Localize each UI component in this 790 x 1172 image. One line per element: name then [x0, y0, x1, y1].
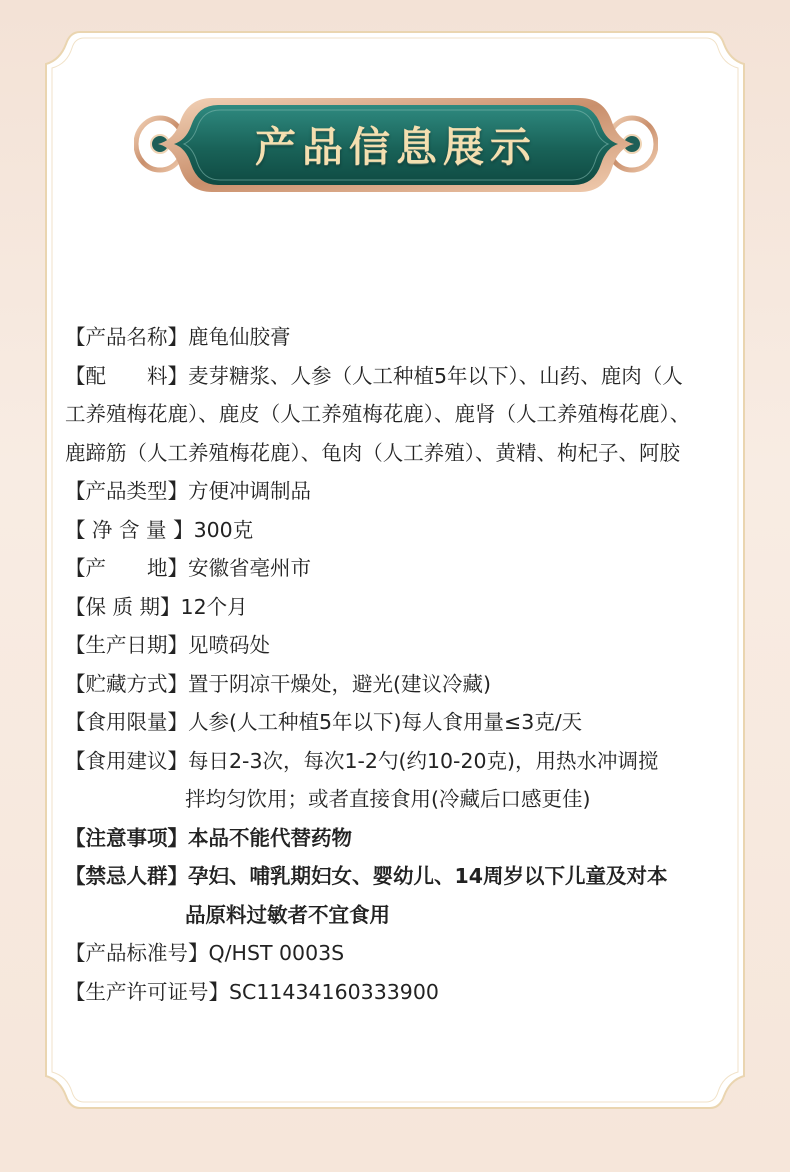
info-row-ingredients-cont — [65, 434, 725, 473]
row-value: 300克 — [193, 517, 254, 542]
info-row-standard — [65, 934, 725, 973]
row-label: 【食用限量】 — [65, 710, 188, 734]
row-value: SC11434160333900 — [229, 979, 439, 1004]
row-value: 麦芽糖浆、人参（人工种植5年以下）、山药、鹿肉（人 — [188, 363, 683, 388]
row-label: 【生产许可证号】 — [65, 979, 229, 1004]
row-value: 安徽省亳州市 — [188, 556, 311, 580]
row-label: 【产品名称】 — [65, 325, 188, 349]
info-row-origin — [65, 549, 725, 588]
row-value: Q/HST 0003S — [208, 941, 345, 965]
row-value: 每日2-3次，每次1-2勺(约10-20克)，用热水冲调搅 — [188, 748, 659, 773]
row-value: 鹿龟仙胶膏 — [188, 325, 291, 349]
info-row-name — [65, 318, 725, 357]
row-value-cont: 工养殖梅花鹿）、鹿皮（人工养殖梅花鹿）、鹿肾（人工养殖梅花鹿）、 — [65, 402, 691, 426]
row-label: 【禁忌人群】 — [65, 864, 188, 888]
info-row-production-date — [65, 626, 725, 665]
title-banner — [134, 92, 658, 198]
row-value-cont: 鹿蹄筋（人工养殖梅花鹿）、龟肉（人工养殖）、黄精、枸杞子、阿胶 — [65, 440, 680, 465]
row-label: 【配 料】 — [65, 363, 188, 388]
info-row-shelf-life — [65, 588, 725, 627]
info-row-ingredients-cont — [65, 395, 725, 434]
info-row-suggestion — [65, 742, 725, 781]
info-row-license — [65, 973, 725, 1012]
row-label: 【贮藏方式】 — [65, 671, 188, 696]
info-row-suggestion-cont — [65, 780, 725, 819]
row-label: 【产品标准号】 — [65, 941, 209, 965]
row-label: 【注意事项】 — [65, 825, 188, 850]
info-row-storage — [65, 665, 725, 704]
row-value: 见喷码处 — [188, 633, 270, 657]
row-label: 【产品类型】 — [65, 479, 188, 503]
info-row-net-weight — [65, 511, 725, 550]
info-row-ingredients — [65, 357, 725, 396]
row-value: 孕妇、哺乳期妇女、婴幼儿、14周岁以下儿童及对本 — [188, 864, 668, 888]
row-value-cont: 拌均匀饮用；或者直接食用(冷藏后口感更佳) — [185, 787, 591, 811]
row-value: 人参(人工种植5年以下)每人食用量≤3克/天 — [188, 710, 583, 734]
info-row-type — [65, 472, 725, 511]
row-value-cont: 品原料过敏者不宜食用 — [185, 902, 390, 927]
row-label: 【 净 含 量 】 — [65, 517, 194, 542]
row-value: 本品不能代替药物 — [188, 825, 352, 850]
row-value: 置于阴凉干燥处，避光(建议冷藏) — [188, 671, 491, 696]
row-label: 【保 质 期】 — [65, 594, 181, 619]
info-row-contraindication-cont — [65, 896, 725, 935]
row-value: 方便冲调制品 — [188, 479, 311, 503]
info-row-notice — [65, 819, 725, 858]
info-row-limit — [65, 703, 725, 742]
info-row-contraindication — [65, 857, 725, 896]
row-label: 【食用建议】 — [65, 748, 188, 773]
row-value: 12个月 — [180, 594, 248, 619]
product-info-list — [65, 318, 725, 1011]
banner-title: 产品信息展示 — [255, 123, 537, 171]
row-label: 【产 地】 — [65, 556, 188, 580]
row-label: 【生产日期】 — [65, 633, 188, 657]
